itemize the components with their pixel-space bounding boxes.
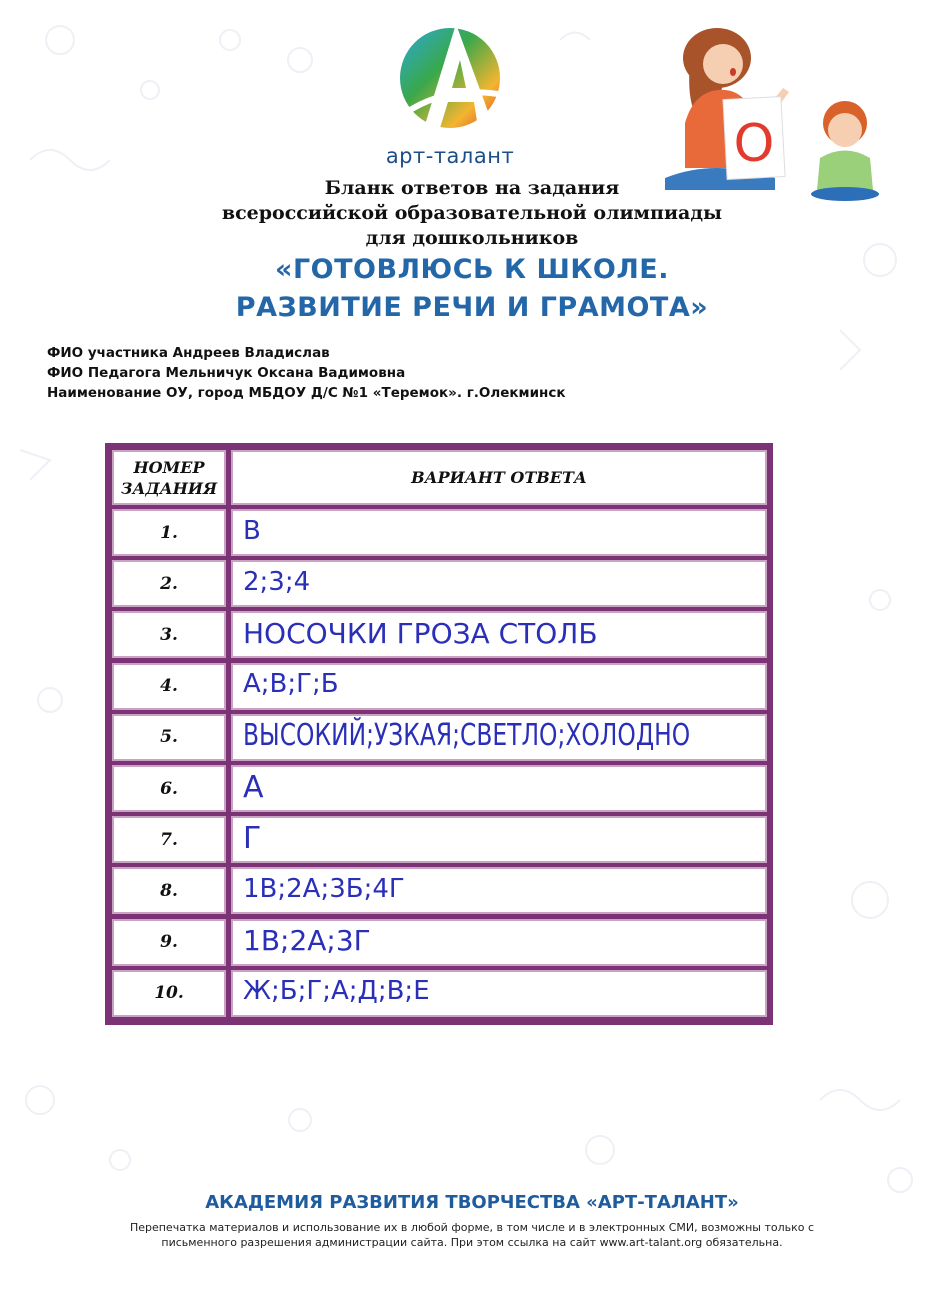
subject-line-2: РАЗВИТИЕ РЕЧИ И ГРАМОТА» — [235, 292, 709, 323]
task-number-cell: 9. — [112, 919, 226, 966]
task-number-cell: 7. — [112, 816, 226, 863]
title-line-1: Бланк ответов на задания — [324, 177, 620, 199]
handwritten-answer: А — [243, 769, 264, 805]
footer-note-line-1: Перепечатка материалов и использование их в любой форме, в том числе и в электронных СМИ, возможны только с — [129, 1221, 815, 1234]
answer-cell — [231, 560, 767, 607]
handwritten-answer: А;В;Г;Б — [243, 669, 339, 700]
teacher-name: ФИО Педагога Мельничук Оксана Вадимовна — [47, 365, 406, 381]
art-talant-logo-icon — [394, 16, 506, 141]
task-number-cell: 8. — [112, 867, 226, 914]
task-number-cell: 1. — [112, 509, 226, 556]
card-letter: О — [733, 114, 775, 174]
task-number-cell: 10. — [112, 970, 226, 1017]
participant-info — [47, 343, 566, 403]
heading-block — [0, 176, 944, 327]
answer-cell — [231, 867, 767, 914]
participant-name: ФИО участника Андреев Владислав — [47, 345, 330, 361]
footer-copyright-note — [60, 1220, 884, 1250]
answer-cell — [231, 970, 767, 1017]
logo — [380, 16, 520, 166]
footer-academy: АКАДЕМИЯ РАЗВИТИЯ ТВОРЧЕСТВА «АРТ-ТАЛАНТ» — [205, 1192, 739, 1213]
task-number-cell: 4. — [112, 663, 226, 710]
handwritten-answer: ВЫСОКИЙ;УЗКАЯ;СВЕТЛО;ХОЛОДНО — [243, 718, 691, 754]
answer-cell — [231, 663, 767, 710]
task-number-cell: 5. — [112, 714, 226, 761]
answer-cell — [231, 765, 767, 812]
header-num-line-2: ЗАДАНИЯ — [120, 478, 218, 498]
institution-name: Наименование ОУ, город МБДОУ Д/С №1 «Теремок». г.Олекминск — [47, 385, 566, 401]
handwritten-answer: 1В;2А;3Г — [243, 924, 371, 958]
task-number-cell: 2. — [112, 560, 226, 607]
header-answer: ВАРИАНТ ОТВЕТА — [231, 450, 767, 505]
handwritten-answer: 1В;2А;3Б;4Г — [243, 873, 405, 904]
answer-cell — [231, 919, 767, 966]
handwritten-answer: Г — [243, 820, 262, 856]
answer-cell — [231, 611, 767, 658]
handwritten-answer: 2;3;4 — [243, 566, 311, 597]
handwritten-answer: НОСОЧКИ ГРОЗА СТОЛБ — [243, 616, 598, 650]
logo-text: арт-талант — [385, 144, 515, 168]
answer-cell — [231, 509, 767, 556]
title-line-3: для дошкольников — [365, 227, 579, 249]
subject-line-1: «ГОТОВЛЮСЬ К ШКОЛЕ. — [275, 254, 669, 285]
header-num-line-1: НОМЕР — [133, 457, 205, 477]
task-number-cell: 3. — [112, 611, 226, 658]
answer-cell — [231, 816, 767, 863]
header-task-number — [112, 450, 226, 505]
handwritten-answer: В — [243, 515, 261, 546]
task-number-cell: 6. — [112, 765, 226, 812]
footer-note-line-2: письменного разрешения администрации сайта. При этом ссылка на сайт www.art-talant.org обязательна. — [161, 1236, 783, 1249]
answer-table — [105, 443, 773, 1025]
title-line-2: всероссийской образовательной олимпиады — [221, 202, 723, 224]
answer-cell — [231, 714, 767, 761]
handwritten-answer: Ж;Б;Г;А;Д;В;Е — [243, 976, 430, 1007]
